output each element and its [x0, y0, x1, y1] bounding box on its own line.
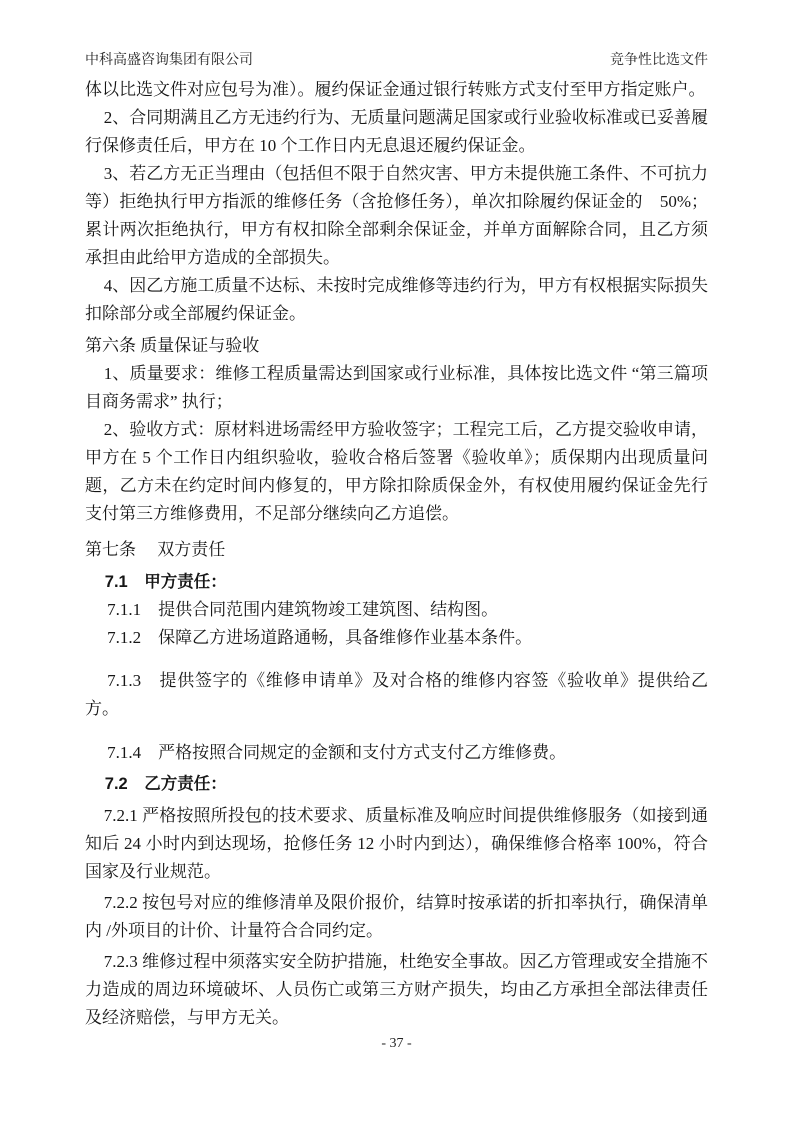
- clause-7-2-3: 7.2.3 维修过程中须落实安全防护措施，杜绝安全事故。因乙方管理或安全措施不力造成的周边环境破坏、人员伤亡或第三方财产损失，均由乙方承担全部法律责任及经济赔偿，与甲方无关。: [85, 952, 708, 1027]
- page-header: [85, 52, 708, 70]
- clause-6-item-2: 2、验收方式：原材料进场需经甲方验收签字；工程完工后，乙方提交验收申请，甲方在 5 个工作日内组织验收，验收合格后签署《验收单》；质保期内出现质量问题，乙方未在约定时间内修复的，甲方除扣除质保金外，有权使用履约保证金先行支付第三方维修费用，不足部分继续向乙方追偿。: [85, 420, 708, 523]
- clause-7-2-heading: 7.2 乙方责任：: [104, 775, 227, 793]
- document-body: [85, 76, 708, 1032]
- clause-7-1-2: 7.1.2 保障乙方进场道路通畅，具备维修作业基本条件。: [107, 628, 533, 647]
- clause-7-1-heading: 7.1 甲方责任：: [104, 573, 227, 591]
- clause-7-1-3: 7.1.3 提供签字的《维修申请单》及对合格的维修内容签《验收单》提供给乙方。: [85, 671, 708, 718]
- clause-6-heading: 第六条 质量保证与验收: [85, 336, 260, 355]
- header-document-type: 竞争性比选文件: [610, 53, 708, 68]
- paragraph-continuation: 体以比选文件对应包号为准）。履约保证金通过银行转账方式支付至甲方指定账户。: [85, 80, 706, 99]
- clause-5-item-4: 4、因乙方施工质量不达标、未按时完成维修等违约行为，甲方有权根据实际损失扣除部分或全部履约保证金。: [85, 276, 708, 323]
- clause-5-item-3: 3、若乙方无正当理由（包括但不限于自然灾害、甲方未提供施工条件、不可抗力等）拒绝执行甲方指派的维修任务（含抢修任务），单次扣除履约保证金的 50%；累计两次拒绝执行，甲方有权扣除全部剩余保证金，并单方面解除合同，且乙方须承担由此给甲方造成的全部损失。: [85, 164, 708, 267]
- page-number: - 37 -: [381, 1036, 412, 1051]
- clause-7-2-1: 7.2.1 严格按照所投包的技术要求、质量标准及响应时间提供维修服务（如接到通知后 24 小时内到达现场，抢修任务 12 小时内到达），确保维修合格率 100%，符合国家及行业规范。: [85, 806, 708, 881]
- clause-7-1-4: 7.1.4 严格按照合同规定的金额和支付方式支付乙方维修费。: [107, 743, 567, 762]
- clause-7-2-2: 7.2.2 按包号对应的维修清单及限价报价，结算时按承诺的折扣率执行，确保清单内 /外项目的计价、计量符合合同约定。: [85, 893, 708, 940]
- page-footer: [0, 1036, 793, 1052]
- header-company-name: 中科高盛咨询集团有限公司: [85, 53, 253, 68]
- clause-5-item-2: 2、合同期满且乙方无违约行为、无质量问题满足国家或行业验收标准或已妥善履行保修责任后，甲方在 10 个工作日内无息退还履约保证金。: [85, 108, 708, 155]
- clause-7-1-1: 7.1.1 提供合同范围内建筑物竣工建筑图、结构图。: [107, 600, 499, 619]
- clause-7-heading: 第七条 双方责任: [85, 540, 226, 559]
- clause-6-item-1: 1、质量要求：维修工程质量需达到国家或行业标准，具体按比选文件 “第三篇项目商务需求” 执行；: [85, 364, 708, 411]
